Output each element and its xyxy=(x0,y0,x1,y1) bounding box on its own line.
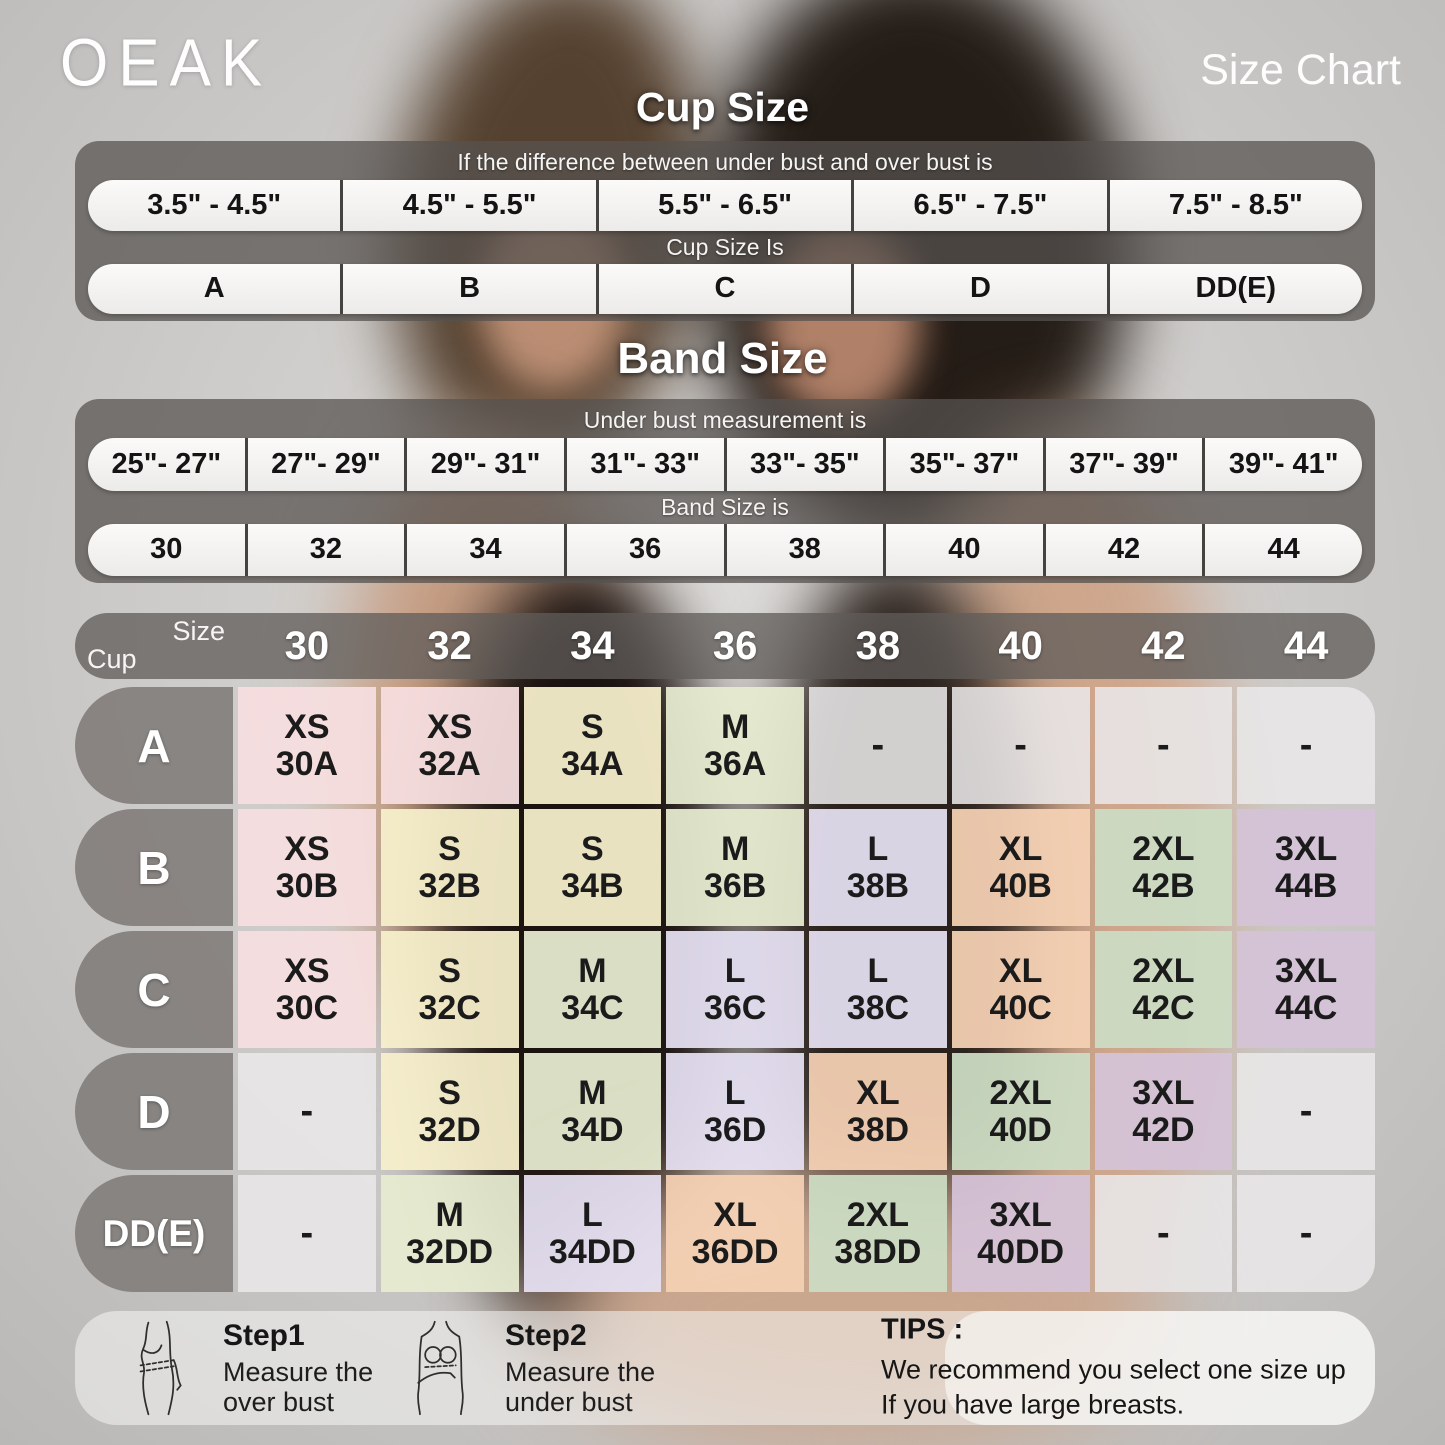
cup-letter-cell: D xyxy=(851,264,1106,315)
band-measurement-cell: 35"- 37" xyxy=(883,438,1043,491)
size-cell: S 32C xyxy=(381,931,519,1048)
cup-row-label: DD(E) xyxy=(75,1175,233,1292)
band-column-header: 32 xyxy=(427,623,472,668)
size-cell: 2XL 42C xyxy=(1095,931,1233,1048)
size-cell: 2XL 40D xyxy=(952,1053,1090,1170)
band-measurement-row xyxy=(88,438,1362,491)
corner-size-label: Size xyxy=(172,616,225,646)
size-cell: 3XL 40DD xyxy=(952,1175,1090,1292)
cup-letter-row xyxy=(88,264,1362,315)
size-cell: 2XL 38DD xyxy=(809,1175,947,1292)
cup-difference-cell: 6.5" - 7.5" xyxy=(851,180,1106,231)
size-cell: 2XL 42B xyxy=(1095,809,1233,926)
cup-letter-cell: C xyxy=(596,264,851,315)
band-measurement-cell: 29"- 31" xyxy=(404,438,564,491)
step2-desc: Measure the under bust xyxy=(505,1356,656,1417)
cup-difference-row xyxy=(88,180,1362,231)
cup-difference-cell: 3.5" - 4.5" xyxy=(147,188,282,221)
size-cell: M 34D xyxy=(524,1053,662,1170)
size-matrix-header xyxy=(75,613,1375,679)
band-number-cell: 42 xyxy=(1043,524,1203,577)
size-cell-empty: - xyxy=(238,1175,376,1292)
cup-letter-cell: B xyxy=(340,264,595,315)
band-size-panel xyxy=(75,399,1375,583)
size-cell: 3XL 44C xyxy=(1237,931,1375,1048)
step1-text xyxy=(223,1319,373,1417)
size-cell: XL 40C xyxy=(952,931,1090,1048)
size-cell-empty: - xyxy=(1237,1053,1375,1170)
size-cell: L 34DD xyxy=(524,1175,662,1292)
size-cell: M 32DD xyxy=(381,1175,519,1292)
size-cell: S 32B xyxy=(381,809,519,926)
tips-block xyxy=(881,1313,1346,1422)
band-measurement-cell: 33"- 35" xyxy=(724,438,884,491)
band-column-header: 38 xyxy=(855,623,901,668)
brand-logo: OEAK xyxy=(60,26,273,101)
size-cell: XS 30B xyxy=(238,809,376,926)
step1-group xyxy=(121,1311,373,1425)
band-number-cell: 40 xyxy=(883,524,1043,577)
size-cell-empty: - xyxy=(809,687,947,804)
size-cell: S 32D xyxy=(381,1053,519,1170)
band-number-cell: 30 xyxy=(150,533,183,566)
band-measurement-cell: 31"- 33" xyxy=(564,438,724,491)
band-measurement-cell: 37"- 39" xyxy=(1043,438,1203,491)
tips-line-1: We recommend you select one size up xyxy=(881,1354,1346,1385)
cup-row-label: A xyxy=(75,687,233,804)
size-cell: 3XL 44B xyxy=(1237,809,1375,926)
size-cell: L 38B xyxy=(809,809,947,926)
size-cell-empty: - xyxy=(1237,687,1375,804)
cup-size-panel xyxy=(75,141,1375,321)
band-column-header: 30 xyxy=(284,623,330,668)
size-cell: M 34C xyxy=(524,931,662,1048)
band-measurement-cell: 25"- 27" xyxy=(111,447,222,480)
step2-group xyxy=(403,1311,655,1425)
matrix-corner-label xyxy=(75,613,233,679)
size-cell-empty: - xyxy=(238,1053,376,1170)
cup-letter-cell: A xyxy=(203,272,225,305)
band-column-header: 34 xyxy=(570,623,615,668)
band-column-header: 36 xyxy=(712,623,758,668)
size-cell: M 36B xyxy=(666,809,804,926)
measure-guide-bar xyxy=(75,1311,1375,1425)
size-matrix-body xyxy=(75,687,1375,1292)
size-cell: S 34B xyxy=(524,809,662,926)
size-cell: L 36C xyxy=(666,931,804,1048)
cup-row-label: D xyxy=(75,1053,233,1170)
size-cell: L 36D xyxy=(666,1053,804,1170)
band-column-header: 44 xyxy=(1283,623,1329,668)
band-number-row xyxy=(88,524,1362,577)
band-number-cell: 32 xyxy=(245,524,405,577)
size-cell: L 38C xyxy=(809,931,947,1048)
size-cell: XL 36DD xyxy=(666,1175,804,1292)
size-cell-empty: - xyxy=(1095,1175,1233,1292)
size-cell: 3XL 42D xyxy=(1095,1053,1233,1170)
tips-label: TIPS : xyxy=(881,1313,964,1346)
page-title: Size Chart xyxy=(1200,46,1401,94)
over-bust-measure-icon xyxy=(121,1320,195,1416)
band-number-cell: 36 xyxy=(564,524,724,577)
size-cell: XS 30C xyxy=(238,931,376,1048)
cup-size-heading: Cup Size xyxy=(635,84,810,130)
step1-desc: Measure the over bust xyxy=(223,1356,374,1417)
cup-letter-cell: DD(E) xyxy=(1107,264,1362,315)
band-condition-label: Under bust measurement is xyxy=(583,406,867,433)
cup-row-label: B xyxy=(75,809,233,926)
step2-text xyxy=(505,1319,655,1417)
step2-label: Step2 xyxy=(505,1318,587,1352)
band-column-header: 42 xyxy=(1141,623,1186,668)
step1-label: Step1 xyxy=(223,1318,305,1352)
size-cell-empty: - xyxy=(1237,1175,1375,1292)
under-bust-measure-icon xyxy=(403,1320,477,1416)
size-cell: XL 38D xyxy=(809,1053,947,1170)
size-cell: M 36A xyxy=(666,687,804,804)
size-cell-empty: - xyxy=(952,687,1090,804)
corner-cup-label: Cup xyxy=(87,644,137,674)
band-number-cell: 38 xyxy=(724,524,884,577)
band-measurement-cell: 27"- 29" xyxy=(245,438,405,491)
cup-row-label: C xyxy=(75,931,233,1048)
band-result-label: Band Size is xyxy=(661,493,789,520)
band-number-cell: 44 xyxy=(1202,524,1362,577)
size-cell: S 34A xyxy=(524,687,662,804)
cup-result-label: Cup Size Is xyxy=(666,233,784,260)
band-size-heading: Band Size xyxy=(617,334,828,383)
size-cell-empty: - xyxy=(1095,687,1233,804)
band-column-header: 40 xyxy=(998,623,1043,668)
cup-difference-cell: 7.5" - 8.5" xyxy=(1107,180,1362,231)
band-measurement-cell: 39"- 41" xyxy=(1202,438,1362,491)
size-cell: XS 32A xyxy=(381,687,519,804)
cup-difference-cell: 5.5" - 6.5" xyxy=(596,180,851,231)
size-cell: XL 40B xyxy=(952,809,1090,926)
band-number-cell: 34 xyxy=(404,524,564,577)
tips-line-2: If you have large breasts. xyxy=(881,1389,1185,1420)
cup-condition-label: If the difference between under bust and over bust is xyxy=(457,148,993,175)
cup-difference-cell: 4.5" - 5.5" xyxy=(340,180,595,231)
size-cell: XS 30A xyxy=(238,687,376,804)
